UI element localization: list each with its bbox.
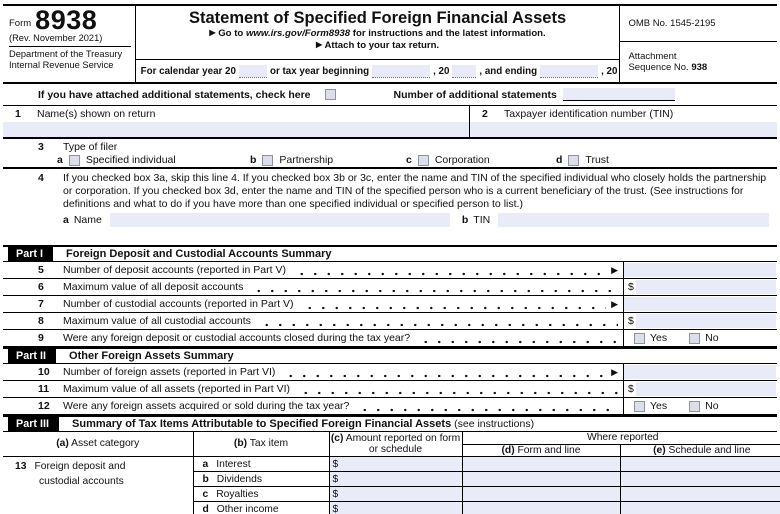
- attach-instruction: [136, 40, 620, 52]
- form-title-block: [136, 6, 620, 82]
- row-letter: a: [202, 458, 209, 470]
- line5-input[interactable]: [624, 263, 776, 277]
- line8-number: 8: [38, 315, 44, 327]
- line4a-label: Name: [73, 214, 102, 227]
- line13-label-line1: Foreign deposit and: [34, 461, 126, 472]
- additional-statements-label: If you have attached additional statements, check here: [38, 88, 311, 101]
- tax-item-cell: [193, 502, 329, 514]
- option-label: Specified individual: [85, 154, 176, 166]
- filer-option-corporation: [406, 154, 556, 166]
- line12-yes-checkbox[interactable]: [634, 401, 645, 412]
- omb-block: [619, 6, 777, 82]
- line13b-amount-input[interactable]: [329, 472, 462, 487]
- tax-year-begin-label: or tax year beginning: [269, 65, 370, 77]
- row-label: Dividends: [216, 473, 263, 485]
- arrow-right-icon: ▶: [611, 264, 618, 275]
- dot-leader: [297, 381, 618, 397]
- tin-cell: [470, 106, 777, 137]
- line1-number: 1: [15, 108, 21, 120]
- arrow-right-icon: ▶: [209, 28, 216, 37]
- agency-irs: Internal Revenue Service: [9, 59, 114, 70]
- line12-row: [3, 398, 777, 415]
- dollar-sign: $: [332, 488, 339, 500]
- col-letter: (c): [330, 432, 344, 444]
- agency-dept: Department of the Treasury: [9, 49, 123, 59]
- line13-asset-category: [3, 457, 193, 514]
- line5-row: [3, 262, 777, 279]
- end-year-label: , 20: [601, 65, 618, 77]
- form-header: [3, 4, 777, 84]
- row-letter: d: [202, 503, 209, 514]
- line12-number: 12: [38, 400, 50, 412]
- part3-title: [72, 418, 534, 430]
- goto-prefix: Go to: [218, 28, 246, 39]
- dot-leader: [356, 398, 618, 414]
- row-letter: c: [202, 488, 209, 500]
- no-label: No: [705, 400, 719, 412]
- agency-block: [9, 46, 131, 70]
- statements-count-input[interactable]: [563, 88, 675, 101]
- row-label: Interest: [216, 458, 251, 470]
- line7-input[interactable]: [624, 297, 776, 311]
- dot-leader: [258, 313, 618, 329]
- option-letter: c: [406, 154, 412, 166]
- line9-yes-checkbox[interactable]: [634, 333, 645, 344]
- line4a-letter: a: [63, 214, 69, 227]
- checkbox-3b[interactable]: [262, 155, 273, 166]
- col-text: Tax item: [247, 438, 289, 450]
- line9-no-checkbox[interactable]: [689, 333, 700, 344]
- filer-option-specified-individual: [57, 154, 250, 166]
- part1-badge: Part I: [8, 247, 53, 262]
- dot-leader: [417, 330, 618, 346]
- option-label: Partnership: [279, 154, 334, 166]
- part1-header: [3, 245, 777, 262]
- table-row-interest: [3, 457, 780, 472]
- option-letter: b: [250, 154, 257, 166]
- dot-leader: [293, 262, 606, 278]
- dot-leader: [250, 279, 618, 295]
- filer-option-trust: [556, 154, 609, 166]
- line13-number: 13: [15, 461, 27, 472]
- calendar-year-label: For calendar year 20: [140, 65, 236, 77]
- dot-leader: [282, 364, 606, 380]
- form-word: Form: [9, 18, 32, 29]
- line13b-form-input[interactable]: [462, 472, 620, 487]
- line8-input[interactable]: [636, 314, 776, 328]
- line9-number: 9: [38, 332, 44, 344]
- col-header-tax-item: [193, 432, 329, 457]
- dollar-sign: $: [332, 473, 339, 485]
- yes-label: Yes: [650, 332, 668, 344]
- tax-item-cell: [193, 457, 329, 472]
- col-text: Asset category: [68, 438, 140, 450]
- line8-label: Maximum value of all custodial accounts: [63, 315, 251, 327]
- tax-item-cell: [193, 487, 329, 502]
- additional-statements-row: [3, 84, 777, 106]
- col-text: Schedule and line: [665, 444, 751, 456]
- dollar-sign: $: [628, 315, 634, 327]
- no-label: No: [705, 332, 719, 344]
- line7-number: 7: [38, 298, 44, 310]
- line3-number: 3: [38, 141, 44, 153]
- line2-label: Taxpayer identification number (TIN): [504, 108, 674, 120]
- line5-label: Number of deposit accounts (reported in Part V): [63, 264, 286, 276]
- part3-title-text: Summary of Tax Items Attributable to Specified Foreign Financial Assets: [72, 418, 452, 430]
- row-label: Royalties: [216, 488, 259, 500]
- line9-row: [3, 330, 777, 347]
- line13-label-line2: custodial accounts: [39, 476, 124, 487]
- type-of-filer-section: [3, 139, 777, 169]
- line13d-form-input[interactable]: [462, 502, 620, 514]
- line1-label: Name(s) shown on return: [37, 108, 156, 120]
- dollar-sign: $: [628, 281, 634, 293]
- line13c-form-input[interactable]: [462, 487, 620, 502]
- form-id-block: [3, 6, 136, 82]
- arrow-right-icon: ▶: [316, 40, 323, 49]
- col-header-amount: [329, 432, 462, 457]
- line4-section: [3, 169, 777, 245]
- irs-url[interactable]: www.irs.gov/Form8938: [245, 28, 351, 39]
- col-header-asset-category: [3, 432, 193, 457]
- line12-no-checkbox[interactable]: [689, 401, 700, 412]
- tax-item-cell: [193, 472, 329, 487]
- attachment-sequence: [620, 42, 777, 82]
- line13a-form-input[interactable]: [462, 457, 620, 472]
- option-letter: d: [556, 154, 563, 166]
- part1-title: Foreign Deposit and Custodial Accounts Summary: [66, 248, 332, 260]
- checkbox-3c[interactable]: [418, 155, 429, 166]
- col-header-form-and-line: [462, 444, 620, 457]
- line4b-label: TIN: [473, 214, 491, 227]
- arrow-right-icon: ▶: [611, 298, 618, 309]
- line11-number: 11: [38, 383, 50, 395]
- col-letter: (d): [501, 444, 515, 456]
- line13d-amount-input[interactable]: [329, 502, 462, 514]
- checkbox-3d[interactable]: [568, 155, 579, 166]
- yes-label: Yes: [650, 400, 668, 412]
- dollar-sign: $: [332, 503, 339, 514]
- sequence-label: Sequence No.: [628, 62, 692, 73]
- line4-number: 4: [38, 172, 44, 184]
- tax-year-line: [136, 59, 620, 82]
- sequence-number: 938: [691, 62, 708, 73]
- name-tin-row: [3, 106, 777, 139]
- line3-label: Type of filer: [63, 141, 118, 153]
- line4b-tin-input[interactable]: [498, 213, 769, 227]
- form-revision: (Rev. November 2021): [9, 33, 103, 43]
- option-label: Corporation: [434, 154, 490, 166]
- line13c-schedule-input[interactable]: [620, 487, 780, 502]
- name-input[interactable]: [3, 122, 469, 137]
- omb-number: OMB No. 1545-2195: [620, 6, 777, 42]
- dollar-sign: $: [628, 383, 634, 395]
- goto-instruction: [136, 28, 620, 40]
- line13a-schedule-input[interactable]: [620, 457, 780, 472]
- additional-statements-checkbox[interactable]: [325, 89, 336, 100]
- ending-label: , and ending: [479, 65, 538, 77]
- line12-label: Were any foreign assets acquired or sold during the tax year?: [63, 400, 350, 412]
- tax-year-end-input[interactable]: [540, 65, 598, 78]
- line4b-letter: b: [461, 214, 469, 227]
- filer-option-partnership: [250, 154, 406, 166]
- col-letter: (b): [233, 438, 248, 450]
- part3-title-suffix: (see instructions): [451, 418, 535, 430]
- col-header-schedule-and-line: [620, 444, 780, 457]
- line7-label: Number of custodial accounts (reported in Part V): [63, 298, 294, 310]
- line7-row: [3, 296, 777, 313]
- row-letter: b: [202, 473, 209, 485]
- option-letter: a: [57, 154, 63, 166]
- line10-number: 10: [38, 366, 50, 378]
- arrow-right-icon: ▶: [611, 366, 618, 377]
- col-letter: (e): [653, 444, 666, 456]
- line6-input[interactable]: [636, 280, 776, 294]
- line10-label: Number of foreign assets (reported in Part VI): [63, 366, 276, 378]
- line2-number: 2: [482, 108, 488, 120]
- page-title: Statement of Specified Foreign Financial Assets: [188, 9, 567, 27]
- line13d-schedule-input[interactable]: [620, 502, 780, 514]
- statements-count-label: Number of additional statements: [393, 88, 557, 101]
- tax-items-table: [3, 432, 780, 514]
- goto-suffix: for instructions and the latest information.: [350, 28, 546, 39]
- line6-row: [3, 279, 777, 296]
- part2-badge: Part II: [8, 349, 56, 364]
- dollar-sign: $: [332, 458, 339, 470]
- line9-label: Were any foreign deposit or custodial accounts closed during the tax year?: [63, 332, 411, 344]
- line11-row: [3, 381, 777, 398]
- line13b-schedule-input[interactable]: [620, 472, 780, 487]
- begin-year-label: , 20: [433, 65, 450, 77]
- line13a-amount-input[interactable]: [329, 457, 462, 472]
- attach-text: Attach to your tax return.: [324, 40, 440, 51]
- col-letter: (a): [56, 438, 69, 450]
- line8-row: [3, 313, 777, 330]
- part2-title: Other Foreign Assets Summary: [69, 350, 234, 362]
- line5-number: 5: [38, 264, 44, 276]
- part2-header: [3, 347, 777, 364]
- attachment-label: Attachment: [628, 50, 677, 62]
- line11-label: Maximum value of all assets (reported in Part VI): [63, 383, 291, 395]
- dot-leader: [301, 296, 607, 312]
- col-text: Form and line: [514, 444, 581, 456]
- form-number: 8938: [35, 5, 98, 35]
- tax-year-begin-input[interactable]: [372, 65, 430, 78]
- line4-instructions: If you checked box 3a, skip this line 4. If you checked box 3b or 3c, enter the name and TIN of the specified individual who closely holds the partnership or corporation. If you checked box 3d, enter the name and TIN of the specified person who is a current beneficiary of the trust. (See instructions for definitions and what to do if you have more than one specified individual or specified person to list.): [63, 172, 767, 210]
- line11-input[interactable]: [636, 382, 776, 396]
- col-header-where-reported: Where reported: [462, 432, 780, 444]
- part3-badge: Part III: [8, 417, 59, 432]
- line6-number: 6: [38, 281, 44, 293]
- row-label: Other income: [216, 503, 279, 514]
- checkbox-3a[interactable]: [69, 155, 80, 166]
- name-cell: [3, 106, 470, 137]
- line10-row: [3, 364, 777, 381]
- tin-input[interactable]: [470, 122, 777, 137]
- begin-year-input[interactable]: [452, 65, 476, 78]
- part3-header: [3, 415, 777, 432]
- option-label: Trust: [585, 154, 609, 166]
- col-text: Amount reported on form or schedule: [343, 432, 461, 455]
- calendar-year-input[interactable]: [239, 65, 267, 78]
- line6-label: Maximum value of all deposit accounts: [63, 281, 244, 293]
- line13c-amount-input[interactable]: [329, 487, 462, 502]
- line4a-name-input[interactable]: [110, 213, 450, 227]
- line10-input[interactable]: [624, 365, 776, 379]
